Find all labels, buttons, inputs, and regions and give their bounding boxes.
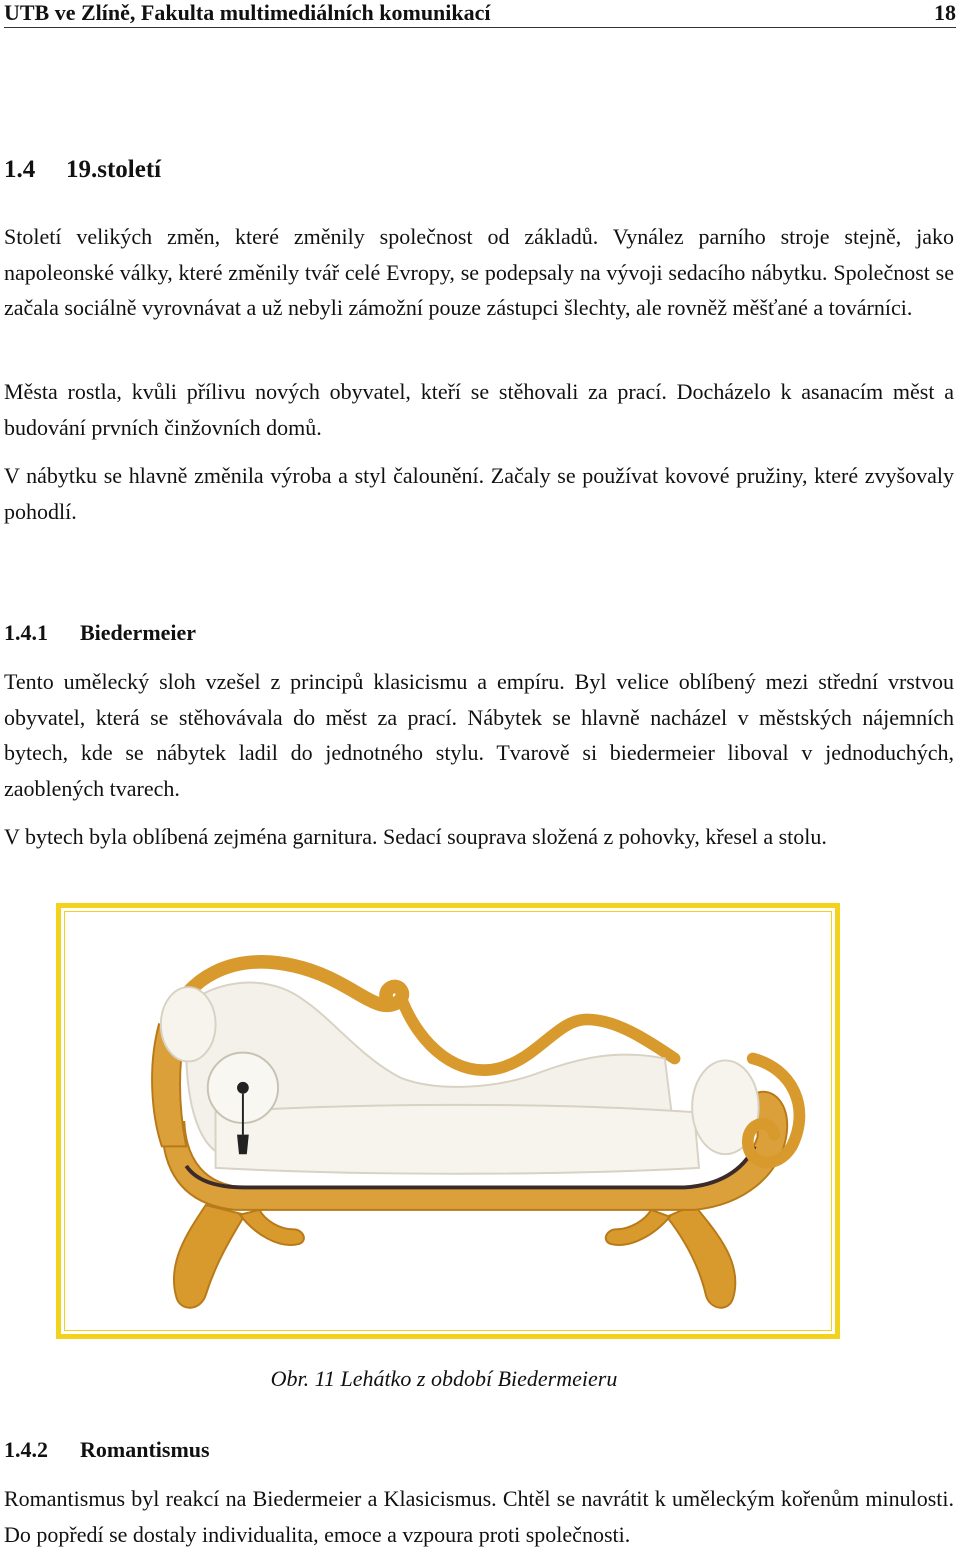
paragraph-biedermeier: Tento umělecký sloh vzešel z principů klasicismu a empíru. Byl velice oblíbený mezi střední vrstvou obyvatel, která se stěhovávala do měst za prací. Nábytek se hlavně nacházel v městských nájemních bytech, kde se nábytek ladil do jednotného stylu. Tvarově si biedermeier liboval v jednoduchých, zaoblených tvarech. [4,669,954,801]
paragraph-intro: Století velikých změn, které změnily společnost od základů. Vynález parního stroje stejně, jako napoleonské války, které změnily tvář celé Evropy, se podepsaly na vývoji sedacího nábytku. Společnost se začala sociálně vyrovnávat a už nebyli zámožní pouze zástupci šlechty, ale rovněž měšťané a továrníci. [4,224,954,320]
paragraph-garnitura: V bytech byla oblíbená zejména garnitura. Sedací souprava složená z pohovky, křesel a stolu. [4,824,827,849]
figure-chaise-longue [56,903,840,1339]
subsection-title: Biedermeier [80,620,197,645]
figure-inner-frame [64,911,832,1331]
paragraph-upholstery: V nábytku se hlavně změnila výroba a styl čalounění. Začaly se používat kovové pružiny, které zvyšovaly pohodlí. [4,463,954,524]
subsection-title: Romantismus [80,1437,210,1462]
paragraph-romantismus: Romantismus byl reakcí na Biedermeier a Klasicismus. Chtěl se navrátit k uměleckým kořenům minulosti. Do popředí se dostaly individualita, emoce a vzpoura proti společnosti. [4,1486,954,1547]
section-heading [4,156,161,184]
figure-caption: Obr. 11 Lehátko z období Biedermeieru [270,1366,618,1391]
header-title: UTB ve Zlíně, Fakulta multimediálních komunikací [4,0,491,25]
page-header [4,0,956,28]
subsection-number: 1.4.1 [4,620,48,645]
paragraph-cities: Města rostla, kvůli přílivu nových obyvatel, kteří se stěhovali za prací. Docházelo k asanacím měst a budování prvních činžovních domů. [4,379,954,440]
page-number: 18 [934,0,956,25]
subsection-number: 1.4.2 [4,1437,48,1462]
subsection-heading-romantismus [4,1437,210,1463]
section-number: 1.4 [4,156,36,183]
subsection-heading-biedermeier [4,620,196,646]
section-title: 19.století [66,156,162,183]
chaise-longue-illustration [65,912,831,1330]
